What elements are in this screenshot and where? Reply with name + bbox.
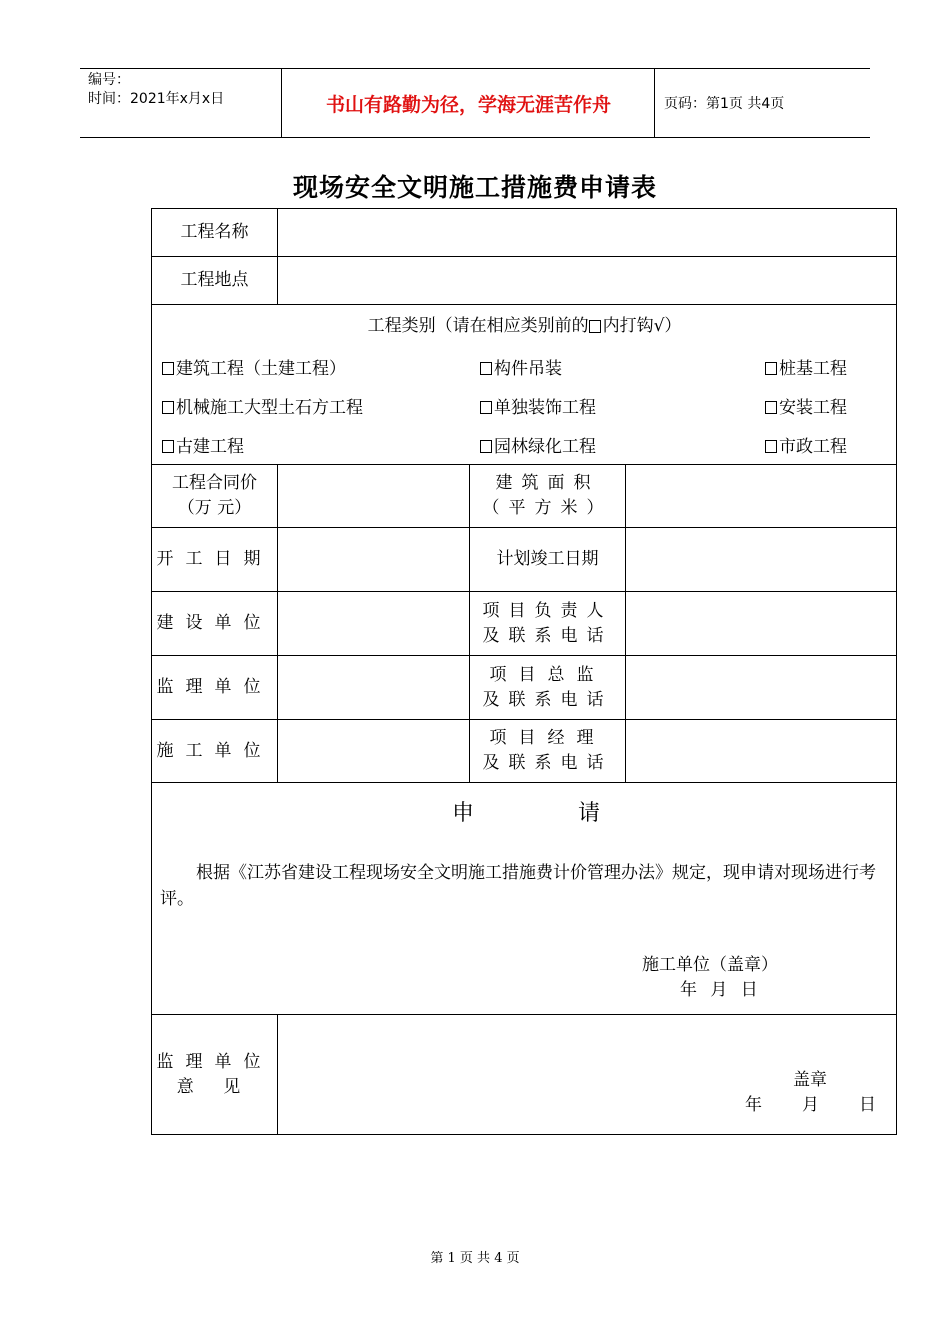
contractor-unit-field[interactable] — [278, 720, 469, 782]
checkbox-icon[interactable] — [480, 401, 492, 414]
planned-completion-label: 计划竣工日期 — [496, 549, 599, 569]
opinion-seal: 盖章 — [793, 1070, 827, 1090]
checkbox-icon[interactable] — [765, 362, 777, 375]
page-footer: 第 1 页 共 4 页 — [430, 1251, 520, 1266]
category-option-label: 机械施工大型土石方工程 — [176, 398, 363, 418]
contract-price-label-line2: （万 元） — [177, 498, 252, 518]
project-manager-label-line2: 及联系电话 — [482, 753, 613, 773]
application-date: 年 月 日 — [680, 980, 762, 1000]
contract-price-label-line1: 工程合同价 — [172, 473, 257, 493]
project-manager-label — [470, 720, 625, 782]
checkbox-icon[interactable] — [765, 440, 777, 453]
construction-owner-label: 建设单位 — [156, 613, 273, 633]
header-page-info: 页码：第1页 共4页 — [664, 96, 785, 112]
page-title: 现场安全文明施工措施费申请表 — [292, 173, 657, 202]
category-option-label: 建筑工程（土建工程） — [176, 359, 346, 379]
supervision-unit-label: 监理单位 — [156, 677, 273, 697]
category-option[interactable] — [765, 354, 847, 379]
row-line — [152, 782, 897, 783]
category-option-label: 单独装饰工程 — [494, 398, 596, 418]
project-leader-label — [470, 592, 625, 655]
category-prompt — [152, 313, 897, 339]
category-option[interactable] — [480, 393, 596, 418]
category-option-label: 安装工程 — [779, 398, 847, 418]
category-prompt-before: 工程类别（请在相应类别前的 — [367, 315, 589, 336]
building-area-label-line2: （平方米） — [482, 498, 613, 518]
category-option-label: 市政工程 — [779, 437, 847, 457]
opinion-label — [152, 1015, 277, 1135]
project-leader-label-line2: 及联系电话 — [482, 625, 613, 646]
category-option[interactable] — [480, 354, 562, 379]
project-leader-field[interactable] — [626, 592, 897, 655]
header-meta — [88, 71, 224, 109]
chief-supervisor-label-line2: 及联系电话 — [482, 689, 613, 710]
checkbox-icon[interactable] — [162, 401, 174, 414]
category-option[interactable] — [162, 393, 363, 418]
opinion-date-day: 日 — [859, 1095, 876, 1115]
serial-label: 编号： — [88, 72, 130, 88]
chief-supervisor-label-line1: 项目总监 — [489, 664, 606, 685]
checkbox-icon[interactable] — [162, 362, 174, 375]
contract-price-label — [152, 465, 277, 527]
category-option-label: 园林绿化工程 — [494, 437, 596, 457]
category-prompt-after: 内打钩√） — [602, 315, 682, 336]
application-heading-right: 请 — [578, 801, 601, 826]
supervision-unit-field[interactable] — [278, 656, 469, 719]
planned-completion-field[interactable] — [626, 528, 897, 591]
building-area-label — [470, 465, 625, 527]
chief-supervisor-field[interactable] — [626, 656, 897, 719]
category-option-label: 桩基工程 — [779, 359, 847, 379]
checkbox-icon[interactable] — [765, 401, 777, 414]
checkbox-icon — [589, 320, 601, 333]
category-option[interactable] — [480, 432, 596, 457]
time-label: 时间：2021年x月x日 — [88, 91, 225, 107]
application-heading-left: 申 — [452, 801, 475, 826]
construction-owner-field[interactable] — [278, 592, 469, 655]
document-header — [80, 68, 870, 138]
category-option-label: 构件吊装 — [494, 359, 562, 379]
category-option[interactable] — [765, 393, 847, 418]
project-name-field[interactable] — [278, 209, 897, 256]
application-form — [151, 208, 897, 1135]
project-name-label: 工程名称 — [180, 222, 249, 242]
checkbox-icon[interactable] — [162, 440, 174, 453]
opinion-date-year: 年 — [745, 1095, 762, 1115]
header-motto: 书山有路勤为径，学海无涯苦作舟 — [325, 93, 611, 116]
project-manager-field[interactable] — [626, 720, 897, 782]
opinion-label-line1: 监理单位 — [156, 1052, 273, 1072]
project-location-label: 工程地点 — [180, 270, 249, 290]
category-option[interactable] — [162, 354, 346, 379]
opinion-label-line2: 意 见 — [176, 1077, 253, 1097]
start-date-label: 开工日期 — [156, 549, 273, 569]
opinion-date-month: 月 — [802, 1095, 819, 1115]
project-manager-label-line1: 项目经理 — [489, 728, 606, 748]
application-signature: 施工单位（盖章） — [642, 955, 778, 975]
checkbox-icon[interactable] — [480, 440, 492, 453]
building-area-field[interactable] — [626, 465, 897, 527]
building-area-label-line1: 建筑面积 — [495, 473, 600, 493]
start-date-field[interactable] — [278, 528, 469, 591]
chief-supervisor-label — [470, 656, 625, 719]
application-body: 根据《江苏省建设工程现场安全文明施工措施费计价管理办法》规定，现申请对现场进行考评。 — [160, 863, 876, 909]
category-option[interactable] — [765, 432, 847, 457]
category-option-label: 古建工程 — [176, 437, 244, 457]
contract-price-field[interactable] — [278, 465, 469, 527]
project-leader-label-line1: 项目负责人 — [482, 600, 613, 621]
category-option[interactable] — [162, 432, 244, 457]
contractor-unit-label: 施工单位 — [156, 740, 273, 761]
row-line — [152, 304, 897, 305]
project-location-field[interactable] — [278, 257, 897, 304]
checkbox-icon[interactable] — [480, 362, 492, 375]
